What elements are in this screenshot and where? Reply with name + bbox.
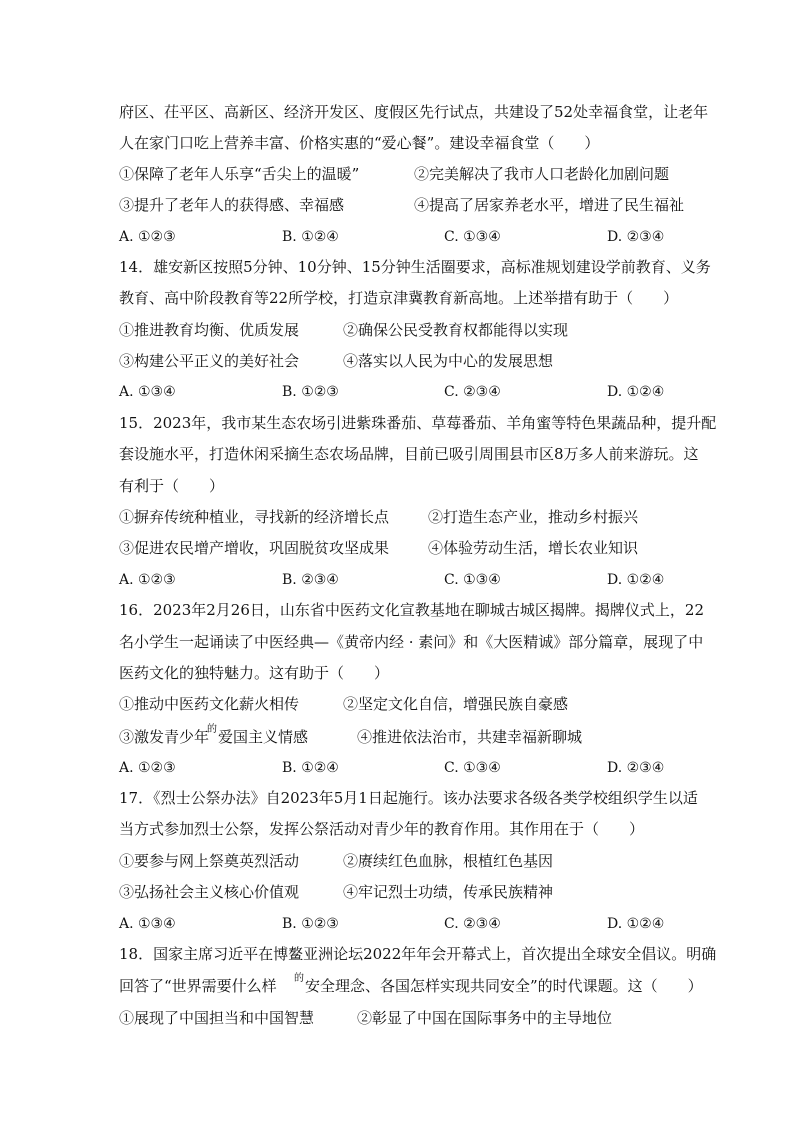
- q16-option-3-superscript: 的: [207, 724, 217, 735]
- q14-option-4: ④落实以人民为中心的发展思想: [343, 352, 554, 370]
- q18-option-2: ②彰显了中国在国际事务中的主导地位: [357, 1009, 613, 1027]
- q14-option-2: ②确保公民受教育权都能得以实现: [343, 321, 569, 339]
- q16-stem-line-1: 16．2023年2月26日，山东省中医药文化宣教基地在聊城古城区揭牌。揭牌仪式上，22: [119, 601, 704, 619]
- q17-stem-line-1: 17．《烈士公祭办法》自2023年5月1日起施行。该办法要求各级各类学校组织学生以适: [119, 789, 698, 807]
- q13-answer-a: A. ①②③: [119, 229, 176, 245]
- q13-option-1: ①保障了老年人乐享“舌尖上的温暖”: [119, 165, 360, 183]
- q15-answer-b: B. ②③④: [282, 572, 339, 588]
- q14-answer-c: C. ②③④: [444, 384, 501, 400]
- q13-option-3: ③提升了老年人的获得感、幸福感: [119, 196, 345, 214]
- q15-option-3: ③促进农民增产增收，巩固脱贫攻坚成果: [119, 539, 390, 557]
- q15-option-1: ①摒弃传统种植业，寻找新的经济增长点: [119, 508, 390, 526]
- q16-answer-d: D. ②③④: [607, 760, 665, 776]
- q13-stem-line-1: 府区、茌平区、高新区、经济开发区、度假区先行试点，共建设了52处幸福食堂，让老年: [119, 103, 709, 121]
- q16-option-4: ④推进依法治市，共建幸福新聊城: [357, 728, 583, 746]
- q17-stem-line-2: 当方式参加烈士公祭，发挥公祭活动对青少年的教育作用。其作用在于（ ）: [119, 820, 645, 838]
- q13-answer-b: B. ①②④: [282, 229, 339, 245]
- q16-answer-b: B. ①②④: [282, 760, 339, 776]
- q13-option-4: ④提高了居家养老水平，增进了民生福祉: [414, 196, 685, 214]
- q16-option-3: ③激发青少年: [119, 728, 210, 746]
- q17-option-3: ③弘扬社会主义核心价值观: [119, 883, 300, 901]
- q18-stem-line-1: 18．国家主席习近平在博鳌亚洲论坛2022年年会开幕式上，首次提出全球安全倡议。明确: [119, 945, 717, 963]
- q14-stem-line-1: 14．雄安新区按照5分钟、10分钟、15分钟生活圈要求，高标准规划建设学前教育、义务: [119, 258, 711, 276]
- q15-stem-line-2: 套设施水平，打造休闲采摘生态农场品牌，目前已吸引周围县市区8万多人前来游玩。这: [119, 445, 699, 463]
- q17-answer-c: C. ②③④: [444, 916, 501, 932]
- q18-stem-superscript: 的: [294, 973, 304, 984]
- q17-answer-d: D. ①②④: [607, 916, 665, 932]
- q17-option-1: ①要参与网上祭奠英烈活动: [119, 852, 300, 870]
- q16-option-3-cont: 爱国主义情感: [218, 728, 309, 746]
- q16-stem-line-3: 医药文化的独特魅力。这有助于（ ）: [119, 664, 390, 682]
- q14-option-1: ①推进教育均衡、优质发展: [119, 321, 300, 339]
- q13-stem-line-2: 人在家门口吃上营养丰富、价格实惠的“爱心餐”。建设幸福食堂（ ）: [119, 134, 600, 152]
- q17-option-4: ④牢记烈士功绩，传承民族精神: [343, 883, 554, 901]
- q14-answer-b: B. ①②③: [282, 384, 339, 400]
- q15-answer-a: A. ①②③: [119, 572, 176, 588]
- q13-answer-d: D. ②③④: [607, 229, 665, 245]
- q16-stem-line-2: 名小学生一起诵读了中医经典—《黄帝内经 · 素问》和《大医精诚》部分篇章，展现了中: [119, 633, 704, 651]
- q15-stem-line-1: 15．2023年，我市某生态农场引进紫珠番茄、草莓番茄、羊角蜜等特色果蔬品种，提升配: [119, 414, 717, 432]
- q16-answer-a: A. ①②③: [119, 760, 176, 776]
- q15-option-4: ④体验劳动生活，增长农业知识: [428, 539, 639, 557]
- q14-option-3: ③构建公平正义的美好社会: [119, 352, 300, 370]
- q14-answer-d: D. ①②④: [607, 384, 665, 400]
- q13-option-2: ②完美解决了我市人口老龄化加剧问题: [414, 165, 670, 183]
- q18-stem-line-2a: 回答了“世界需要什么样: [119, 977, 277, 995]
- q16-option-2: ②坚定文化自信，增强民族自豪感: [343, 695, 569, 713]
- q15-answer-c: C. ①③④: [444, 572, 501, 588]
- q13-answer-c: C. ①③④: [444, 229, 501, 245]
- q15-stem-line-3: 有利于（ ）: [119, 477, 225, 495]
- q15-answer-d: D. ①②④: [607, 572, 665, 588]
- q17-answer-a: A. ①③④: [119, 916, 176, 932]
- q16-answer-c: C. ①③④: [444, 760, 501, 776]
- q14-answer-a: A. ①③④: [119, 384, 176, 400]
- q17-option-2: ②赓续红色血脉，根植红色基因: [343, 852, 554, 870]
- q15-option-2: ②打造生态产业，推动乡村振兴: [428, 508, 639, 526]
- q17-answer-b: B. ①②③: [282, 916, 339, 932]
- q18-option-1: ①展现了中国担当和中国智慧: [119, 1009, 315, 1027]
- q16-option-1: ①推动中医药文化薪火相传: [119, 695, 300, 713]
- q14-stem-line-2: 教育、高中阶段教育等22所学校，打造京津冀教育新高地。上述举措有助于（ ）: [119, 289, 679, 307]
- q18-stem-line-2b: 安全理念、各国怎样实现共同安全”的时代课题。这（ ）: [305, 977, 703, 995]
